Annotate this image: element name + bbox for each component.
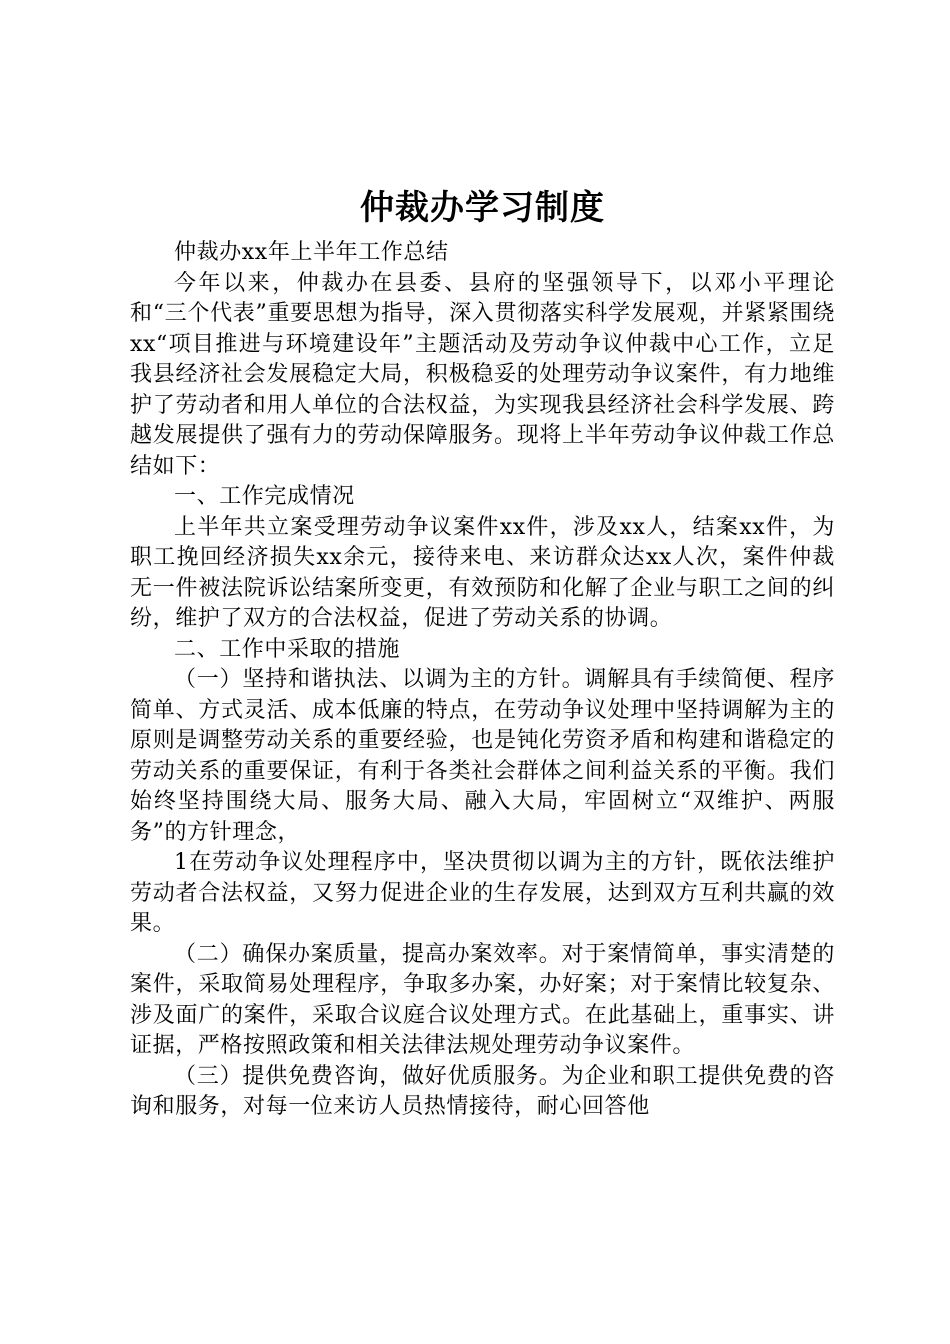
section-heading-1: 一、工作完成情况 [174, 484, 355, 509]
section-1-paragraph: 上半年共立案受理劳动争议案件xx件，涉及xx人，结案xx件，为职工挽回经济损失xx余元，接待来电、来访群众达xx人次，案件仲裁无一件被法院诉讼结案所变更，有效预防和化解了企业与职工之间的纠纷，维护了双方的合法权益，促进了劳动关系的协调。 [130, 514, 835, 631]
section-heading-2: 二、工作中采取的措施 [174, 636, 401, 662]
measure-2-paragraph: （二）确保办案质量，提高办案效率。对于案情简单，事实清楚的案件，采取简易处理程序，争取多办案，办好案；对于案情比较复杂、涉及面广的案件，采取合议庭合议处理方式。在此基础上，重事实、讲证据，严格按照政策和相关法律法规处理劳动争议案件。 [130, 941, 835, 1058]
measure-3-paragraph: （三）提供免费咨询，做好优质服务。为企业和职工提供免费的咨询和服务，对每一位来访人员热情接待，耐心回答他 [130, 1063, 835, 1119]
subtitle-paragraph: 仲裁办xx年上半年工作总结 [174, 240, 449, 265]
intro-paragraph: 今年以来，仲裁办在县委、县府的坚强领导下，以邓小平理论和“三个代表”重要思想为指导，深入贯彻落实科学发展观，并紧紧围绕xx“项目推进与环境建设年”主题活动及劳动争议仲裁中心工作，立足我县经济社会发展稳定大局，积极稳妥的处理劳动争议案件，有力地维护了劳动者和用人单位的合法权益，为实现我县经济社会科学发展、跨越发展提供了强有力的劳动保障服务。现将上半年劳动争议仲裁工作总结如下： [130, 270, 835, 479]
measure-1-paragraph: （一）坚持和谐执法、以调为主的方针。调解具有手续简便、程序简单、方式灵活、成本低廉的特点，在劳动争议处理中坚持调解为主的原则是调整劳动关系的重要经验，也是钝化劳资矛盾和构建和谐稳定的劳动关系的重要保证，有利于各类社会群体之间利益关系的平衡。我们始终坚持围绕大局、服务大局、融入大局，牢固树立“双维护、两服务”的方针理念， [130, 667, 835, 845]
measure-1-continued-paragraph: 1在劳动争议处理程序中，坚决贯彻以调为主的方针，既依法维护劳动者合法权益，又努力促进企业的生存发展，达到双方互利共赢的效果。 [130, 850, 835, 936]
document-page [130, 178, 835, 1123]
document-title: 仲裁办学习制度 [360, 188, 605, 228]
